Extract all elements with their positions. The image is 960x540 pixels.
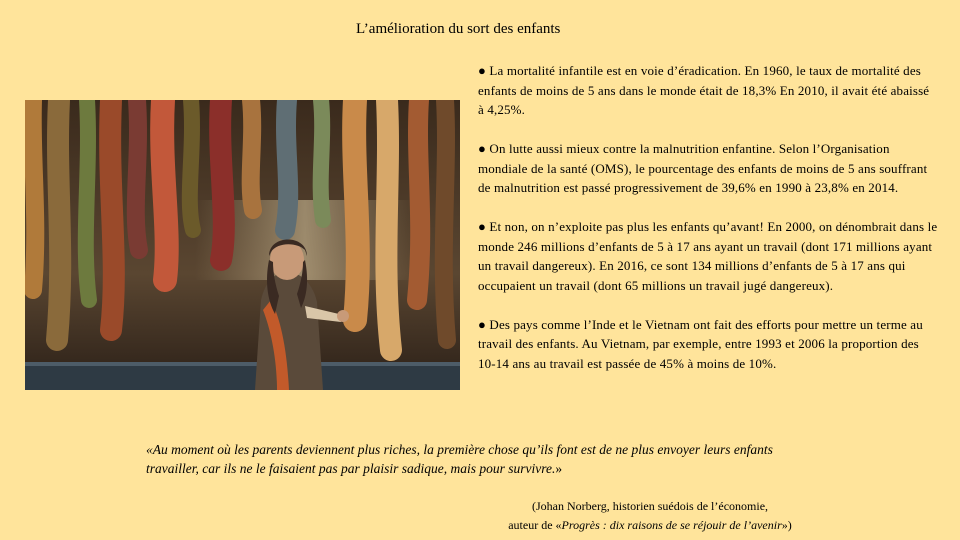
photo-girl-with-yarn: [25, 100, 460, 390]
bullet-child-labour: ● Et non, on n’exploite pas plus les enfants qu’avant! En 2000, on dénombrait dans le monde 246 millions d’enfants de 5 à 17 ans ayant un travail (dont 171 millions ayant un travail dangereux). En 2016, ce sont 134 millions d’enfants de 5 à 17 ans qui occupaient un travail (dont 65 millions un travail jugé dangereux).: [478, 219, 938, 293]
attribution-prefix: auteur de «: [508, 518, 562, 532]
attribution-line-2: [470, 516, 830, 535]
attribution-line-1: (Johan Norberg, historien suédois de l’économie,: [531, 499, 769, 513]
bullet-infant-mortality: ● La mortalité infantile est en voie d’éradication. En 1960, le taux de mortalité des enfants de moins de 5 ans dans le monde était de 18,3% En 2010, il avait été abaissé à 4,25%.: [478, 63, 930, 117]
attribution-suffix: »): [781, 518, 792, 532]
page-title: L’amélioration du sort des enfants: [356, 21, 561, 37]
quote-text: «Au moment où les parents deviennent plus riches, la première chose qu’ils font est de ne plus envoyer leurs enfants travailler, car ils ne le faisaient pas par plaisir sadique, mais pour survivre.: [146, 442, 773, 476]
book-title: Progrès : dix raisons de se réjouir de l’avenir: [561, 518, 782, 532]
attribution: [470, 497, 830, 535]
quote-end: »: [555, 461, 563, 476]
bullet-india-vietnam: ● Des pays comme l’Inde et le Vietnam ont fait des efforts pour mettre un terme au travail des enfants. Au Vietnam, par exemple, entre 1993 et 2006 la proportion des 10-14 ans au travail est passée de 45% à moins de 10%.: [478, 316, 923, 371]
quote: [146, 440, 826, 478]
bullet-list: [478, 61, 938, 393]
bullet-malnutrition: ● On lutte aussi mieux contre la malnutrition enfantine. Selon l’Organisation mondiale de la santé (OMS), le pourcentage des enfants de moins de 5 ans souffrant de malnutrition est passé progressivement de 39,6% en 1990 à 23,8% en 2014.: [478, 141, 928, 195]
